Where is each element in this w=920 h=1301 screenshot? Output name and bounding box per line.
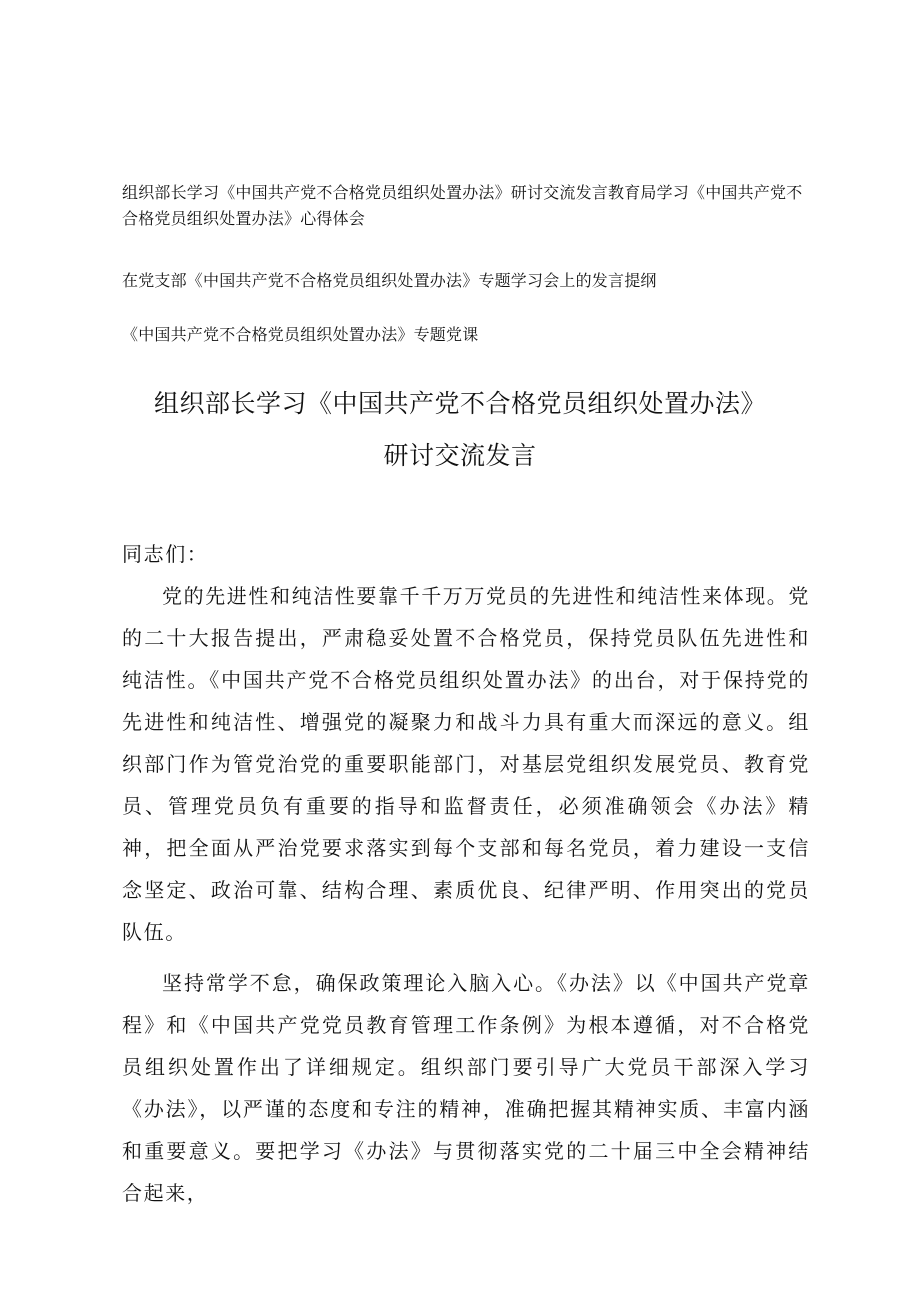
document-title [60,378,860,482]
toc-entry-2: 在党支部《中国共产党不合格党员组织处置办法》专题学习会上的发言提纲 [122,271,657,290]
body-paragraph-1: 党的先进性和纯洁性要靠千千万万党员的先进性和纯洁性来体现。党的二十大报告提出，严肃稳妥处置不合格党员，保持党员队伍先进性和纯洁性。《中国共产党不合格党员组织处置办法》的出台，对于保持党的先进性和纯洁性、增强党的凝聚力和战斗力具有重大而深远的意义。组织部门作为管党治党的重要职能部门，对基层党组织发展党员、教育党员、管理党员负有重要的指导和监督责任，必须准确领会《办法》精神，把全面从严治党要求落实到每个支部和每名党员，着力建设一支信念坚定、政治可靠、结构合理、素质优良、纪律严明、作用突出的党员队伍。 [122,584,810,944]
body-paragraph-2: 坚持常学不怠，确保政策理论入脑入心。《办法》以《中国共产党章程》和《中国共产党党员教育管理工作条例》为根本遵循，对不合格党员组织处置作出了详细规定。组织部门要引导广大党员干部深入学习《办法》，以严谨的态度和专注的精神，准确把握其精神实质、丰富内涵和重要意义。要把学习《办法》与贯彻落实党的二十届三中全会精神结合起来， [122,971,810,1205]
document-body [122,533,810,1214]
toc-entry-1: 组织部长学习《中国共产党不合格党员组织处置办法》研讨交流发言教育局学习《中国共产党不合格党员组织处置办法》心得体会 [122,183,803,228]
title-line-1: 组织部长学习《中国共产党不合格党员组织处置办法》 [153,389,766,418]
salutation: 同志们： [122,542,209,566]
title-line-2: 研讨交流发言 [383,441,537,470]
toc-entry-3: 《中国共产党不合格党员组织处置办法》专题党课 [122,325,479,344]
